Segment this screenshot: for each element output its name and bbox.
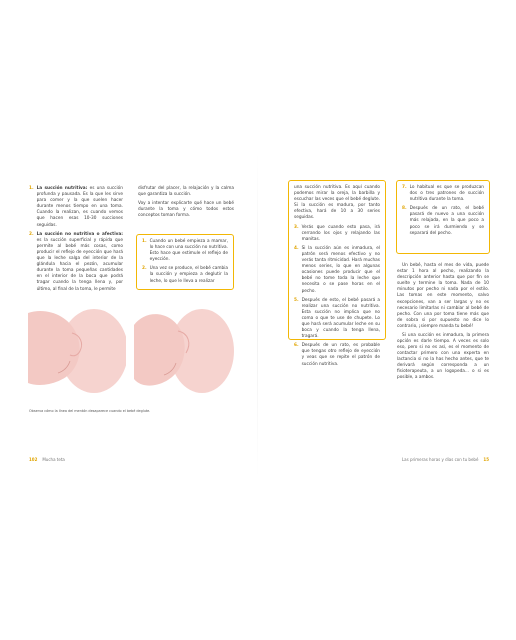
list-item: una succión nutritiva. Es aquí cuando podemos mirar la oreja, la barbilla y escuchar las veces que el bebé deglute. Si la succión es madura, por tanto efectiva, hará de 10 a 30 series seguidas. — [294, 185, 380, 221]
list-item: 2. La succión no nutritiva o afectiva: es la succión superficial y rápida que permite al bebé más cosas, como producir el reflejo de eyección que hará que la leche salga del interior de la glándula hacia el pezón, acumular durante la toma pequeñas cantidades en el interior de la boca que podrá tragar cuando la tenga llena y, por último, al final de la toma, le permite — [29, 231, 123, 292]
list-item: 4. Si la succión aún es inmadura, el patrón será menos efectivo y no verás tanta ritmicidad. Hará muchas menos series, lo que en algunas ocasiones puede producir que el bebé no tome toda la leche que necesita o se pase horas en el pecho. — [294, 245, 380, 294]
list-item: 1. La succión nutritiva: es una succión profunda y pausada. Es la que les sirve para comer y la que suelen hacer durante menos tiempo en una toma. Cuando la realizan, es cuando vemos que hacen esas 10-30 succiones seguidas. — [29, 186, 123, 228]
right-folio: Las primeras horas y días con tu bebé 15 — [401, 457, 489, 462]
breastfeeding-illustration-1 — [28, 305, 126, 395]
right-page — [258, 0, 516, 640]
illustration-caption: Observa cómo la línea del mentón desaparece cuando el bebé deglute. — [29, 409, 151, 413]
list-item: 2. Una vez se produce, el bebé cambia la succión y empieza a deglutir la leche, lo que le lleva a realizar — [142, 266, 228, 284]
list-item: 6. Después de un rato, es probable que tengas otro reflejo de eyección y veas que se repite el patrón de succión nutritiva. — [294, 343, 380, 367]
list-item: 3. Verás que cuando esto pasa, irá cerrando los ojos y relajando las manitas. — [294, 224, 380, 242]
list-item: 7. Lo habitual es que se produzcan dos o tres patrones de succión nutritiva durante la toma. — [402, 185, 484, 203]
breastfeeding-illustration-2 — [132, 305, 234, 395]
steps-box-left — [136, 234, 234, 290]
right-column-2-text: Un bebé, hasta el mes de vida, puede estar 1 hora al pecho, realizando la descripción anterior hasta que por fin se suelte y termine la toma. Nada de 10 minutos por pecho ni nada por el estilo. Las tomas en este momento, salvo excepciones, van a ser largas y no es necesario limitarlas ni cambiar al bebé de pecho. Con una por toma tiene más que de sobra si por supuesto no dice lo contrario, ¡siempre manda tu bebé! Si una succión es inmadura, la primera opción es darle tiempo. A veces es solo eso, pero si no es así, es el momento de contactar primero con una experta en lactancia si no la has hecho antes, que te derivará según corresponda a un fisioterapeuta, a un logopeda... o si es posible, a ambos. — [397, 263, 489, 381]
list-item: 8. Después de un rato, el bebé pasará de nuevo a una succión más relajada, en la que poco a poco se irá durmiendo y se separará del pecho. — [402, 206, 484, 236]
left-column-2: disfrutar del placer, la relajación y la calma que garantiza la succión. Voy a intentar explicarte qué hace un bebé durante la toma y cómo todos estos conceptos toman forma. — [138, 186, 234, 218]
list-item: 1. Cuando un bebé empieza a mamar, lo hace con una succión no nutritiva. Esto hace que estimule el reflejo de eyección. — [142, 239, 228, 263]
list-item: 5. Después de esto, el bebé pasará a realizar una succión no nutritiva. Esta succión no implica que no coma o que te use de chupete. Lo que hará será acumular leche en su boca y cuando la tenga llena, tragará. — [294, 297, 380, 340]
steps-box-right-2 — [396, 180, 490, 254]
steps-box-right-1 — [288, 180, 386, 367]
left-column-1 — [29, 186, 123, 296]
left-folio: 102 Mucha teta — [29, 457, 65, 462]
